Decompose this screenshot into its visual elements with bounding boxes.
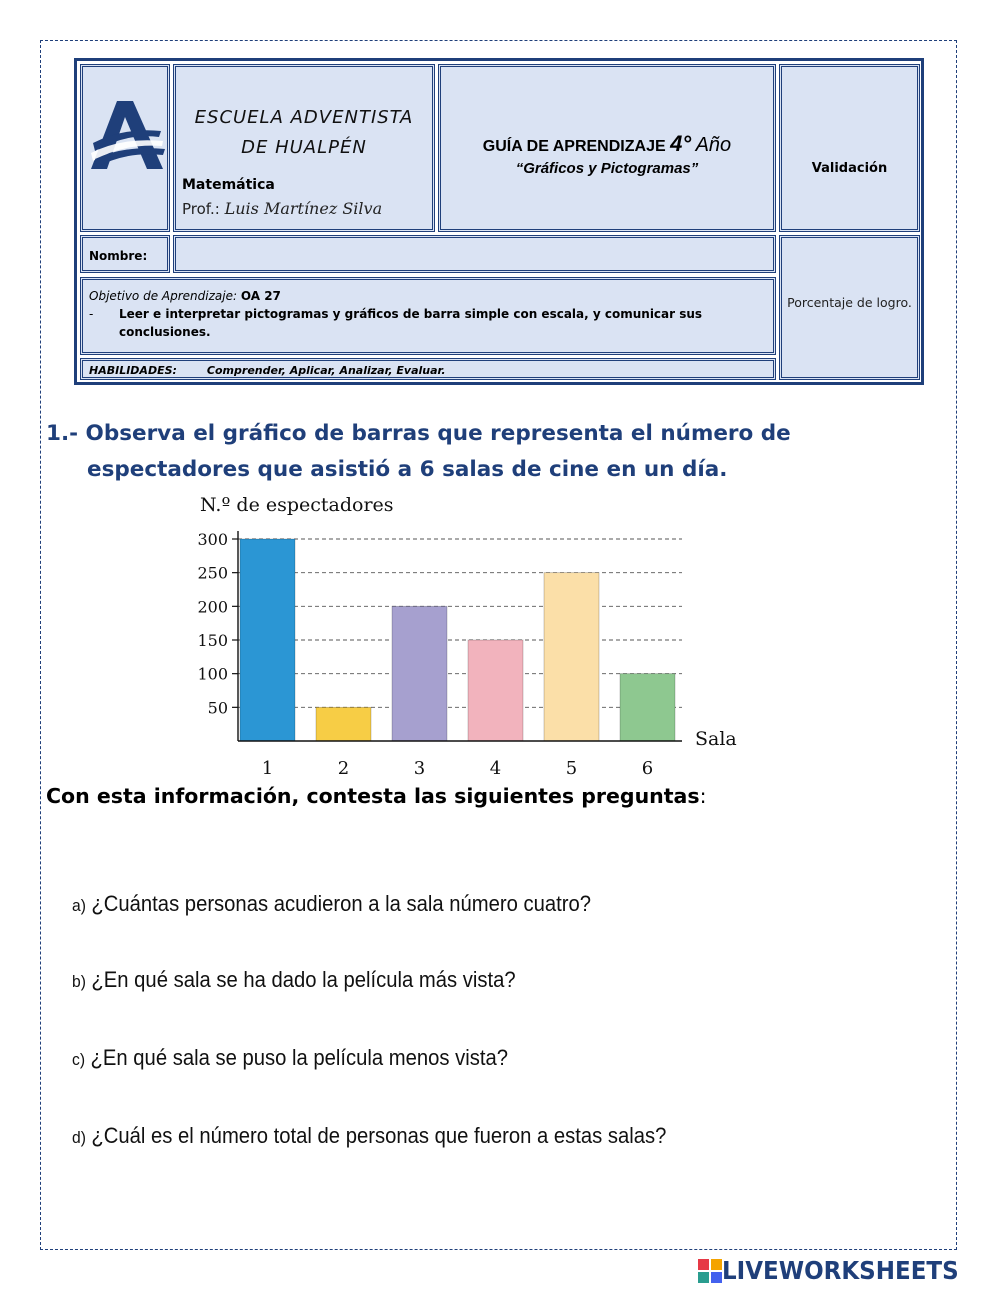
question-a-letter: a) [72, 896, 86, 915]
teacher-name: Luis Martínez Silva [224, 199, 383, 218]
guide-label: GUÍA DE APRENDIZAJE [482, 138, 666, 155]
grade-number: 4° [670, 131, 692, 156]
objective-text: Leer e interpretar pictogramas y gráficos de barra simple con escala, y comunicar sus conclusiones. [119, 307, 703, 339]
school-name-line1: ESCUELA ADVENTISTA [194, 107, 414, 128]
logo-cell [80, 64, 170, 232]
bar-sala-6 [620, 674, 675, 741]
y-tick-label-300: 300 [197, 530, 228, 549]
y-tick-label-100: 100 [197, 664, 228, 684]
header-table [74, 58, 924, 385]
school-logo-icon [89, 99, 167, 171]
y-tick-label-200: 200 [197, 597, 228, 617]
grid-lines [238, 539, 682, 707]
objective-code: OA 27 [240, 289, 281, 303]
x-tick-label-5: 5 [565, 758, 578, 779]
question-a-text: ¿Cuántas personas acudieron a la sala número cuatro? [91, 891, 591, 916]
school-name-line2: DE HUALPÉN [241, 137, 367, 158]
bar-sala-2 [316, 707, 371, 741]
question-1-title [46, 416, 791, 488]
y-tick-label-250: 250 [197, 563, 228, 583]
bar-sala-5 [544, 573, 599, 741]
question-d [72, 1123, 666, 1149]
bar-sala-3 [392, 606, 447, 741]
name-label: Nombre: [89, 249, 148, 263]
percent-cell [779, 235, 920, 380]
skills-list: Comprender, Aplicar, Analizar, Evaluar. [206, 364, 446, 377]
objective-cell [80, 277, 776, 355]
liveworksheets-logo[interactable] [698, 1256, 979, 1285]
y-axis-label: N.º de espectadores [200, 494, 394, 516]
answers-heading [46, 784, 707, 808]
school-name [176, 103, 432, 163]
question-1-line1: 1.- Observa el gráfico de barras que representa el número de [46, 421, 791, 446]
liveworksheets-text: LIVEWORKSHEETS [722, 1256, 959, 1285]
x-axis-label: Sala [695, 728, 737, 750]
objective-dash: - [89, 307, 94, 321]
teacher-label: Prof.: [182, 200, 220, 218]
grade-word: Año [695, 134, 732, 156]
question-c-letter: c) [72, 1050, 86, 1069]
guide-title [441, 131, 773, 157]
subject-label: Matemática [182, 177, 275, 193]
answers-heading-colon: : [699, 784, 707, 808]
bar-sala-4 [468, 640, 523, 741]
bar-chart [170, 488, 740, 783]
x-tick-label-2: 2 [337, 758, 350, 779]
question-b-text: ¿En qué sala se ha dado la película más vista? [91, 967, 516, 992]
guide-subtitle: “Gráficos y Pictogramas” [515, 160, 699, 177]
live-blocks-icon [698, 1259, 722, 1283]
x-tick-label-3: 3 [413, 758, 426, 779]
school-cell [173, 64, 435, 232]
skills-cell [80, 358, 776, 380]
validation-label: Validación [811, 161, 888, 176]
y-tick-label-50: 50 [207, 698, 228, 718]
question-d-text: ¿Cuál es el número total de personas que fueron a estas salas? [91, 1123, 667, 1148]
skills-label: HABILIDADES: [89, 364, 177, 377]
skills-line [89, 364, 446, 377]
question-b-letter: b) [72, 972, 86, 991]
objective-label: Objetivo de Aprendizaje: [89, 289, 238, 303]
question-b [72, 967, 516, 993]
name-field[interactable] [173, 235, 776, 273]
question-d-letter: d) [72, 1128, 86, 1147]
objective-item [89, 305, 767, 341]
objective-block [89, 287, 767, 341]
x-tick-label-1: 1 [261, 758, 274, 779]
name-label-cell [80, 235, 170, 273]
validation-cell [779, 64, 920, 232]
x-tick-label-6: 6 [641, 758, 654, 779]
question-c [72, 1045, 508, 1071]
percent-label: Porcentaje de logro. [787, 295, 912, 310]
y-tick-label-150: 150 [197, 631, 228, 650]
x-tick-label-4: 4 [489, 758, 502, 779]
question-a [72, 891, 591, 917]
teacher-line [182, 199, 382, 218]
question-1-line2: espectadores que asistió a 6 salas de cine en un día. [87, 457, 728, 482]
question-c-text: ¿En qué sala se puso la película menos vista? [90, 1045, 508, 1070]
bar-sala-1 [240, 539, 295, 741]
guide-cell [438, 64, 776, 232]
answers-heading-text: Con esta información, contesta las siguientes preguntas [46, 784, 700, 808]
